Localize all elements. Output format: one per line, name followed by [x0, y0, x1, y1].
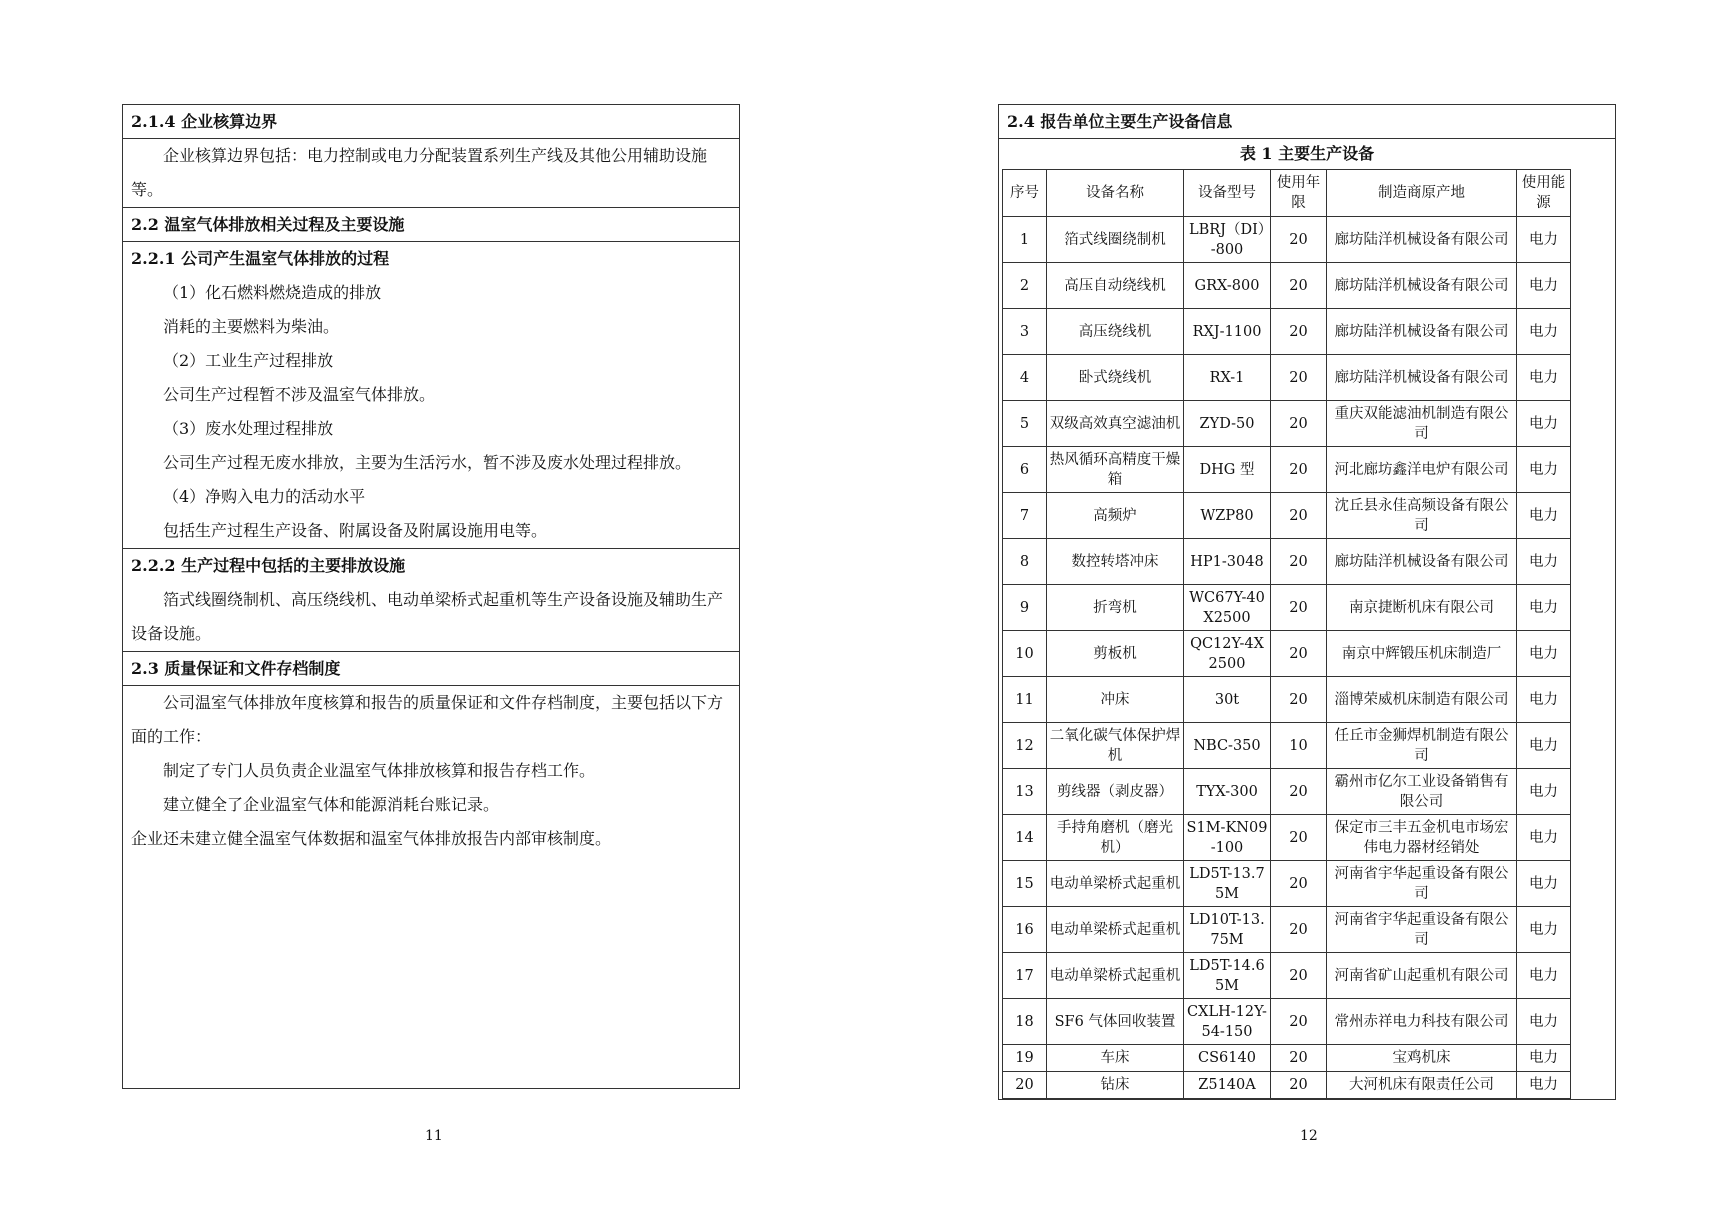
column-header: 序号 [1003, 170, 1047, 217]
table-row [1003, 907, 1571, 953]
equipment-name: 折弯机 [1047, 585, 1184, 631]
equipment-model: LD5T-14.65M [1184, 953, 1271, 999]
emission-facilities-paragraph: 箔式线圈绕制机、高压绕线机、电动单梁桥式起重机等生产设备设施及辅助生产设备设施。 [123, 583, 739, 652]
equipment-model: RXJ-1100 [1184, 309, 1271, 355]
section-heading-2-2: 2.2 温室气体排放相关过程及主要设施 [123, 208, 739, 242]
row-index: 9 [1003, 585, 1047, 631]
equipment-model: Z5140A [1184, 1072, 1271, 1099]
energy-source: 电力 [1517, 447, 1571, 493]
service-years: 20 [1271, 217, 1327, 263]
manufacturer: 南京捷断机床有限公司 [1327, 585, 1517, 631]
row-index: 6 [1003, 447, 1047, 493]
row-index: 14 [1003, 815, 1047, 861]
equipment-model: LD10T-13.75M [1184, 907, 1271, 953]
quality-paragraph: 企业还未建立健全温室气体数据和温室气体排放报告内部审核制度。 [131, 829, 612, 848]
page-number-left: 11 [425, 1128, 443, 1144]
equipment-name: 电动单梁桥式起重机 [1047, 907, 1184, 953]
manufacturer: 宝鸡机床 [1327, 1045, 1517, 1072]
table-row [1003, 263, 1571, 309]
service-years: 20 [1271, 539, 1327, 585]
table-header-row [1003, 170, 1571, 217]
equipment-name: 剪线器（剥皮器） [1047, 769, 1184, 815]
energy-source: 电力 [1517, 493, 1571, 539]
right-page-box [998, 104, 1616, 1100]
equipment-name: 剪板机 [1047, 631, 1184, 677]
service-years: 20 [1271, 493, 1327, 539]
equipment-model: QC12Y-4X2500 [1184, 631, 1271, 677]
equipment-name: 手持角磨机（磨光机） [1047, 815, 1184, 861]
table-row [1003, 677, 1571, 723]
manufacturer: 霸州市亿尔工业设备销售有限公司 [1327, 769, 1517, 815]
manufacturer: 常州赤祥电力科技有限公司 [1327, 999, 1517, 1045]
equipment-model: HP1-3048 [1184, 539, 1271, 585]
table-row [1003, 1045, 1571, 1072]
table-row [1003, 539, 1571, 585]
service-years: 20 [1271, 263, 1327, 309]
manufacturer: 廊坊陆洋机械设备有限公司 [1327, 217, 1517, 263]
table-row [1003, 815, 1571, 861]
equipment-model: CXLH-12Y-54-150 [1184, 999, 1271, 1045]
service-years: 20 [1271, 1072, 1327, 1099]
table-row [1003, 585, 1571, 631]
service-years: 20 [1271, 447, 1327, 493]
energy-source: 电力 [1517, 723, 1571, 769]
energy-source: 电力 [1517, 355, 1571, 401]
table-row [1003, 769, 1571, 815]
process-item-title: （4）净购入电力的活动水平 [163, 487, 366, 506]
energy-source: 电力 [1517, 677, 1571, 723]
process-item-body: 消耗的主要燃料为柴油。 [163, 317, 340, 336]
process-item-title: （2）工业生产过程排放 [163, 351, 334, 370]
table-row [1003, 493, 1571, 539]
equipment-name: 热风循环高精度干燥箱 [1047, 447, 1184, 493]
column-header: 设备名称 [1047, 170, 1184, 217]
column-header: 制造商原产地 [1327, 170, 1517, 217]
equipment-name: 数控转塔冲床 [1047, 539, 1184, 585]
manufacturer: 大河机床有限责任公司 [1327, 1072, 1517, 1099]
energy-source: 电力 [1517, 999, 1571, 1045]
energy-source: 电力 [1517, 1072, 1571, 1099]
manufacturer: 任丘市金狮焊机制造有限公司 [1327, 723, 1517, 769]
equipment-name: 冲床 [1047, 677, 1184, 723]
service-years: 20 [1271, 309, 1327, 355]
equipment-model: WC67Y-40X2500 [1184, 585, 1271, 631]
equipment-model: WZP80 [1184, 493, 1271, 539]
equipment-model: NBC-350 [1184, 723, 1271, 769]
energy-source: 电力 [1517, 309, 1571, 355]
process-item-title: （3）废水处理过程排放 [163, 419, 334, 438]
process-item-title: （1）化石燃料燃烧造成的排放 [163, 283, 382, 302]
service-years: 20 [1271, 355, 1327, 401]
manufacturer: 廊坊陆洋机械设备有限公司 [1327, 539, 1517, 585]
equipment-model: DHG 型 [1184, 447, 1271, 493]
service-years: 20 [1271, 1045, 1327, 1072]
equipment-model: GRX-800 [1184, 263, 1271, 309]
equipment-name: 电动单梁桥式起重机 [1047, 953, 1184, 999]
service-years: 20 [1271, 861, 1327, 907]
row-index: 20 [1003, 1072, 1047, 1099]
table-row [1003, 401, 1571, 447]
manufacturer: 廊坊陆洋机械设备有限公司 [1327, 355, 1517, 401]
equipment-model: TYX-300 [1184, 769, 1271, 815]
row-index: 10 [1003, 631, 1047, 677]
manufacturer: 保定市三丰五金机电市场宏伟电力器材经销处 [1327, 815, 1517, 861]
service-years: 20 [1271, 815, 1327, 861]
process-item-body: 公司生产过程暂不涉及温室气体排放。 [163, 385, 436, 404]
equipment-table [1002, 169, 1571, 1099]
section-heading-2-4: 2.4 报告单位主要生产设备信息 [999, 105, 1615, 139]
energy-source: 电力 [1517, 815, 1571, 861]
boundary-paragraph: 企业核算边界包括：电力控制或电力分配装置系列生产线及其他公用辅助设施等。 [123, 139, 739, 208]
page-number-right: 12 [1300, 1128, 1318, 1144]
manufacturer: 南京中辉锻压机床制造厂 [1327, 631, 1517, 677]
section-heading-2-1-4: 2.1.4 企业核算边界 [123, 105, 739, 139]
table-row [1003, 861, 1571, 907]
equipment-name: SF6 气体回收装置 [1047, 999, 1184, 1045]
column-header: 使用能源 [1517, 170, 1571, 217]
row-index: 1 [1003, 217, 1047, 263]
row-index: 17 [1003, 953, 1047, 999]
table-caption: 表 1 主要生产设备 [1239, 144, 1375, 163]
equipment-name: 电动单梁桥式起重机 [1047, 861, 1184, 907]
row-index: 8 [1003, 539, 1047, 585]
column-header: 使用年限 [1271, 170, 1327, 217]
quality-paragraph: 制定了专门人员负责企业温室气体排放核算和报告存档工作。 [163, 761, 596, 780]
manufacturer: 廊坊陆洋机械设备有限公司 [1327, 263, 1517, 309]
table-row [1003, 999, 1571, 1045]
service-years: 20 [1271, 631, 1327, 677]
equipment-model: S1M-KN09-100 [1184, 815, 1271, 861]
energy-source: 电力 [1517, 769, 1571, 815]
row-index: 4 [1003, 355, 1047, 401]
manufacturer: 河北廊坊鑫洋电炉有限公司 [1327, 447, 1517, 493]
process-item-body: 包括生产过程生产设备、附属设备及附属设施用电等。 [123, 514, 739, 549]
section-heading-2-2-2: 2.2.2 生产过程中包括的主要排放设施 [131, 556, 406, 575]
service-years: 20 [1271, 585, 1327, 631]
row-index: 13 [1003, 769, 1047, 815]
equipment-name: 高频炉 [1047, 493, 1184, 539]
manufacturer: 河南省矿山起重机有限公司 [1327, 953, 1517, 999]
row-index: 19 [1003, 1045, 1047, 1072]
section-heading-2-2-1: 2.2.1 公司产生温室气体排放的过程 [131, 249, 390, 268]
row-index: 12 [1003, 723, 1047, 769]
energy-source: 电力 [1517, 953, 1571, 999]
equipment-name: 双级高效真空滤油机 [1047, 401, 1184, 447]
quality-paragraph: 建立健全了企业温室气体和能源消耗台账记录。 [163, 795, 500, 814]
service-years: 20 [1271, 907, 1327, 953]
energy-source: 电力 [1517, 401, 1571, 447]
service-years: 10 [1271, 723, 1327, 769]
row-index: 11 [1003, 677, 1047, 723]
manufacturer: 重庆双能滤油机制造有限公司 [1327, 401, 1517, 447]
section-heading-2-3: 2.3 质量保证和文件存档制度 [123, 652, 739, 686]
table-row [1003, 309, 1571, 355]
manufacturer: 河南省宇华起重设备有限公司 [1327, 861, 1517, 907]
left-page-box [122, 104, 740, 1089]
column-header: 设备型号 [1184, 170, 1271, 217]
row-index: 5 [1003, 401, 1047, 447]
table-row [1003, 953, 1571, 999]
row-index: 3 [1003, 309, 1047, 355]
energy-source: 电力 [1517, 585, 1571, 631]
table-row [1003, 723, 1571, 769]
equipment-name: 高压绕线机 [1047, 309, 1184, 355]
row-index: 15 [1003, 861, 1047, 907]
equipment-name: 箔式线圈绕制机 [1047, 217, 1184, 263]
equipment-model: 30t [1184, 677, 1271, 723]
row-index: 16 [1003, 907, 1047, 953]
equipment-model: CS6140 [1184, 1045, 1271, 1072]
service-years: 20 [1271, 677, 1327, 723]
energy-source: 电力 [1517, 539, 1571, 585]
manufacturer: 廊坊陆洋机械设备有限公司 [1327, 309, 1517, 355]
table-row [1003, 217, 1571, 263]
service-years: 20 [1271, 953, 1327, 999]
row-index: 7 [1003, 493, 1047, 539]
table-row [1003, 355, 1571, 401]
equipment-name: 卧式绕线机 [1047, 355, 1184, 401]
energy-source: 电力 [1517, 907, 1571, 953]
quality-paragraph: 公司温室气体排放年度核算和报告的质量保证和文件存档制度，主要包括以下方面的工作： [131, 693, 724, 746]
row-index: 18 [1003, 999, 1047, 1045]
manufacturer: 河南省宇华起重设备有限公司 [1327, 907, 1517, 953]
equipment-model: LD5T-13.75M [1184, 861, 1271, 907]
manufacturer: 沈丘县永佳高频设备有限公司 [1327, 493, 1517, 539]
energy-source: 电力 [1517, 217, 1571, 263]
equipment-model: ZYD-50 [1184, 401, 1271, 447]
row-index: 2 [1003, 263, 1047, 309]
equipment-model: RX-1 [1184, 355, 1271, 401]
service-years: 20 [1271, 999, 1327, 1045]
equipment-name: 钻床 [1047, 1072, 1184, 1099]
energy-source: 电力 [1517, 1045, 1571, 1072]
service-years: 20 [1271, 769, 1327, 815]
energy-source: 电力 [1517, 263, 1571, 309]
energy-source: 电力 [1517, 631, 1571, 677]
equipment-name: 车床 [1047, 1045, 1184, 1072]
table-row [1003, 631, 1571, 677]
table-row [1003, 447, 1571, 493]
energy-source: 电力 [1517, 861, 1571, 907]
service-years: 20 [1271, 401, 1327, 447]
equipment-name: 高压自动绕线机 [1047, 263, 1184, 309]
table-row [1003, 1072, 1571, 1099]
process-item-body: 公司生产过程无废水排放，主要为生活污水，暂不涉及废水处理过程排放。 [163, 453, 692, 472]
equipment-name: 二氧化碳气体保护焊机 [1047, 723, 1184, 769]
equipment-model: LBRJ（DI）-800 [1184, 217, 1271, 263]
manufacturer: 淄博荣威机床制造有限公司 [1327, 677, 1517, 723]
